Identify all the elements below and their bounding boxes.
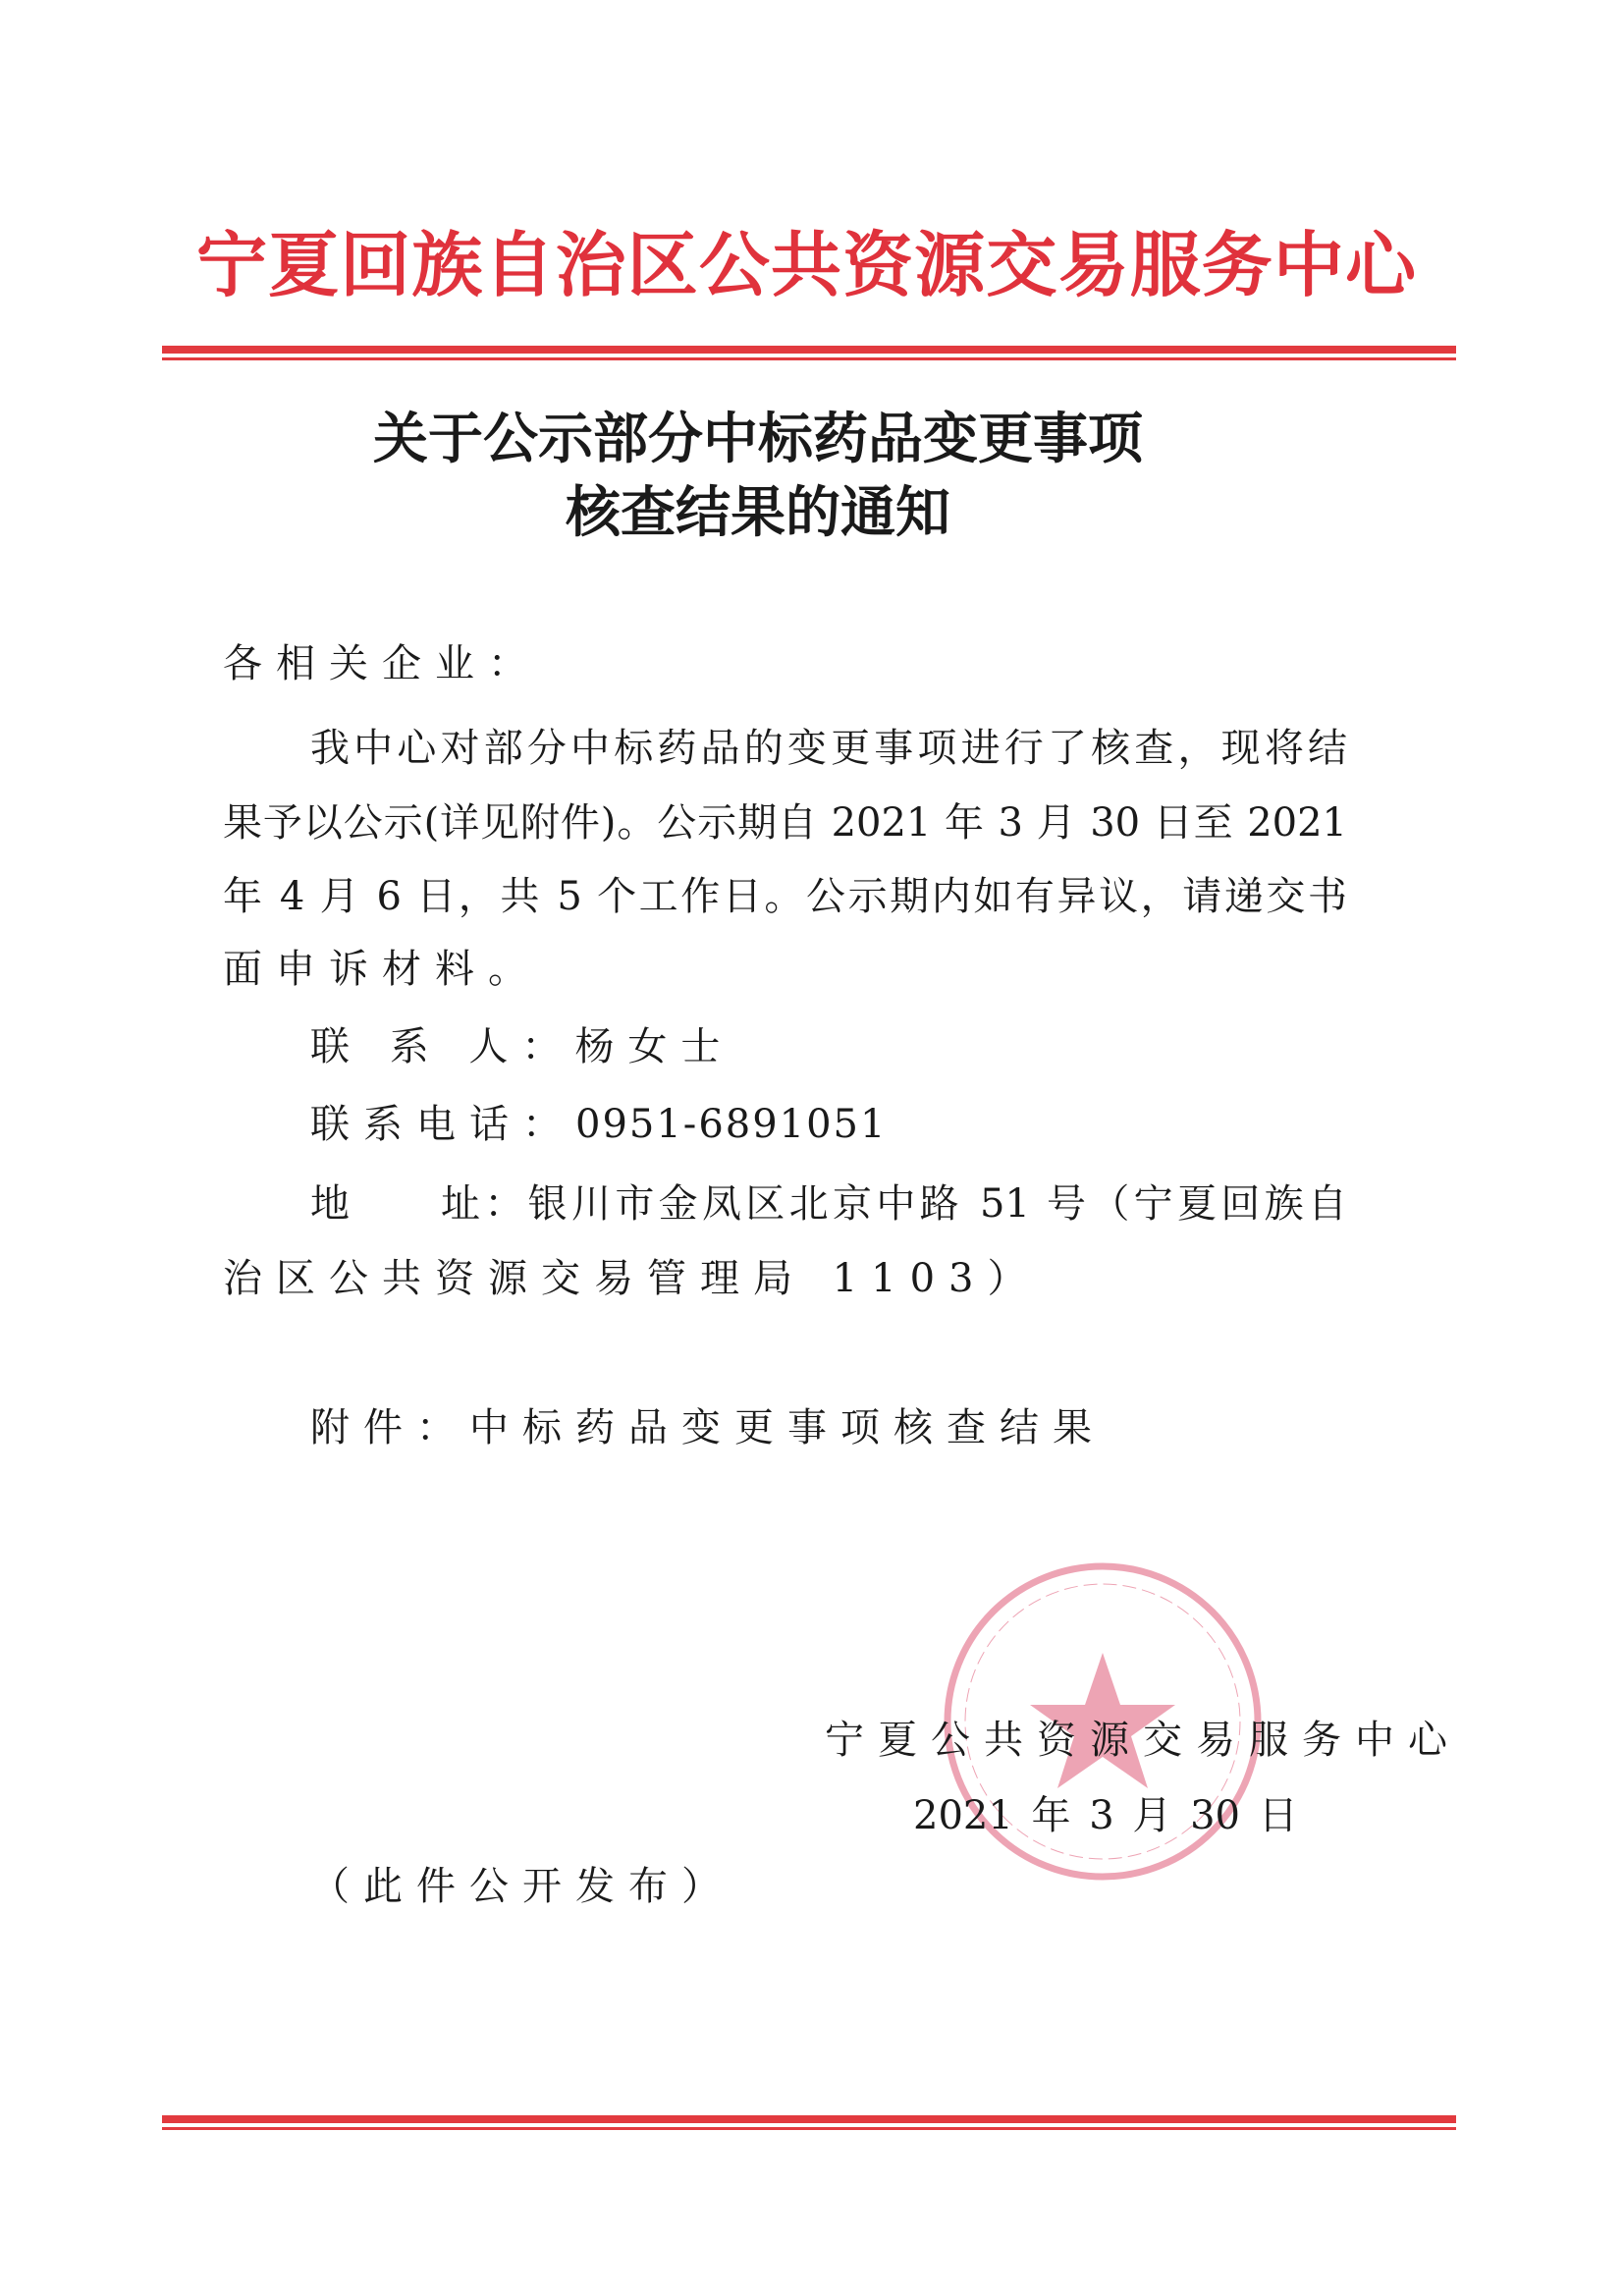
contact-person: 杨女士: [574, 1024, 734, 1069]
salutation: 各相关企业：: [223, 641, 541, 686]
header-divider-thin: [162, 357, 1456, 360]
paragraph-line: 我中心对部分中标药品的变更事项进行了核查，现将结: [310, 726, 1347, 771]
contact-person-label: 联 系 人：: [310, 1024, 575, 1069]
signature-organization: 宁夏公共资源交易服务中心: [825, 1718, 1461, 1763]
document-title-line2: 核查结果的通知: [566, 480, 950, 545]
paragraph-line: 果予以公示(详见附件)。公示期自 2021 年 3 月 30 日至 2021: [223, 800, 1347, 846]
footer-divider-thin: [162, 2127, 1456, 2130]
phone-row: [310, 1095, 887, 1154]
document-title-line1: 关于公示部分中标药品变更事项: [373, 407, 1143, 471]
paragraph-line: 年 4 月 6 日，共 5 个工作日。公示期内如有异议，请递交书: [223, 874, 1347, 919]
letterhead-organization: 宁夏回族自治区公共资源交易服务中心: [196, 223, 1416, 306]
phone-number: 0951-6891051: [575, 1102, 888, 1147]
publication-note: （此件公开发布）: [310, 1864, 734, 1909]
address-line1: 银川市金凤区北京中路 51 号（宁夏回族自: [527, 1181, 1348, 1227]
address-label: 地 址：: [310, 1181, 528, 1227]
header-divider-thick: [162, 346, 1456, 354]
signature-date: 2021 年 3 月 30 日: [913, 1793, 1298, 1838]
contact-person-row: [310, 1017, 733, 1076]
paragraph-line: 面申诉材料。: [223, 947, 541, 992]
footer-divider-thick: [162, 2115, 1456, 2123]
address-line2: 治区公共资源交易管理局 1103）: [223, 1256, 1041, 1301]
phone-label: 联系电话：: [310, 1102, 575, 1147]
address-row: [310, 1175, 1347, 1233]
attachment-note: 附件：中标药品变更事项核查结果: [310, 1405, 1106, 1450]
